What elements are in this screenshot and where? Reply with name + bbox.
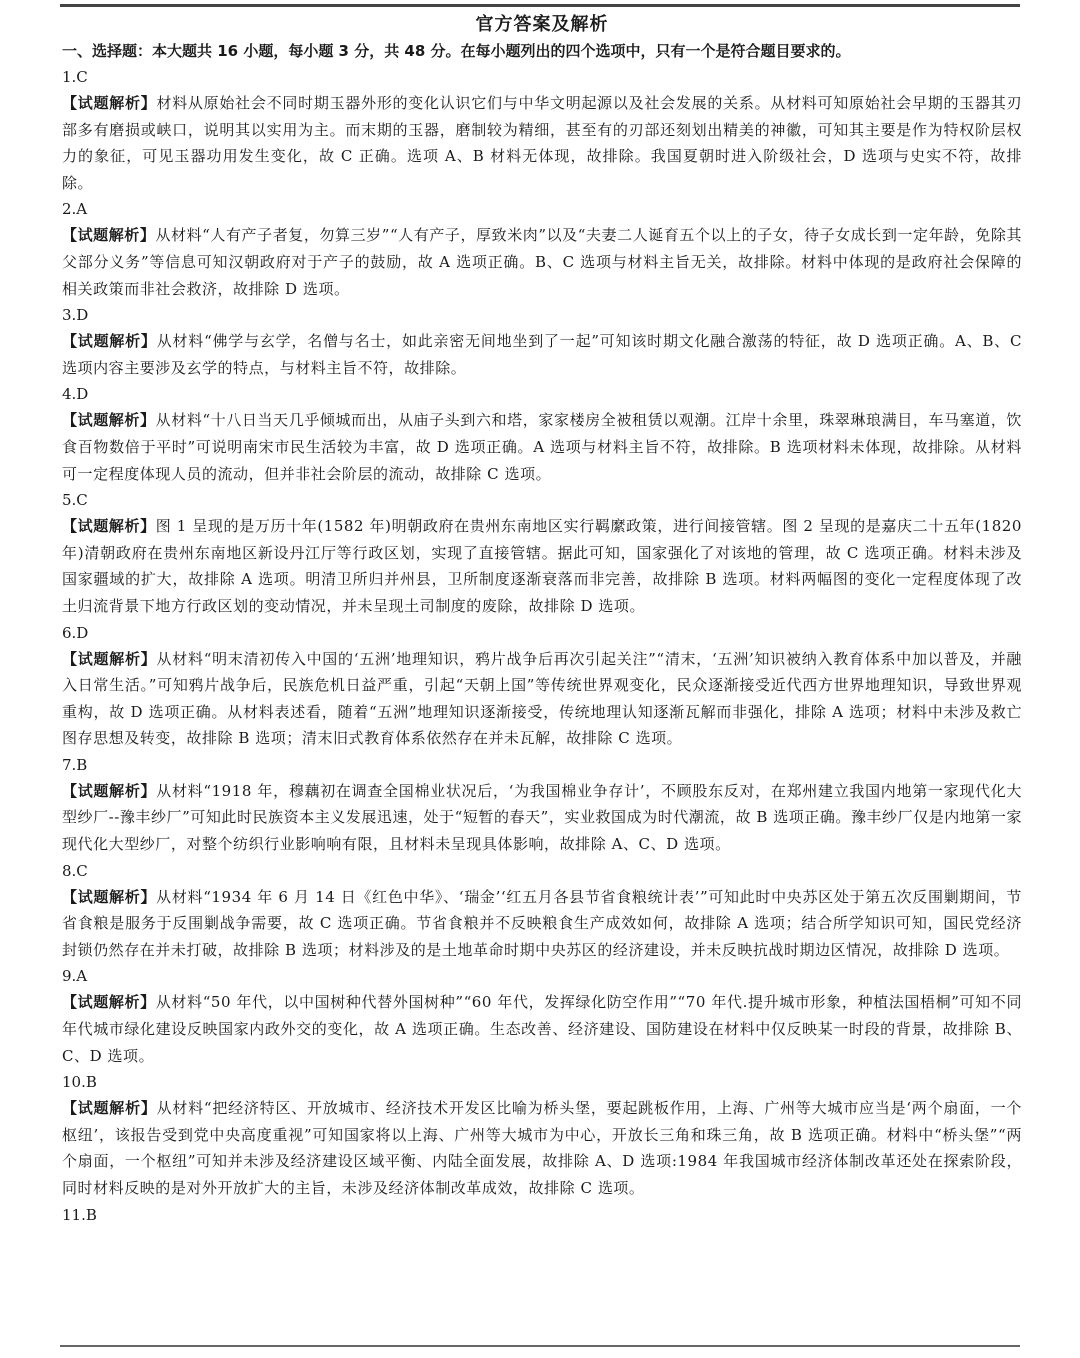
question-answer: 3.D — [62, 306, 89, 325]
question-answer: 11.B — [62, 1205, 97, 1224]
section-heading: 一、选择题：本大题共 16 小题，每小题 3 分，共 48 分。在每小题列出的四个选项中，只有一个是符合题目要求的。 — [62, 42, 851, 60]
question-analysis — [62, 407, 1022, 487]
analysis-tag: 【试题解析】 — [62, 781, 157, 800]
analysis-tag: 【试题解析】 — [62, 649, 157, 668]
analysis-text: 从材料“50 年代，以中国树种代替外国树种”“60 年代，发挥绿化防空作用”“70 年代.提升城市形象，种植法国梧桐”可知不同年代城市绿化建设反映国家内政外交的变化，故 A 选项正确。生态改善、经济建设、国防建设在材料中仅反映某一时段的背景，故排除 B、C、D 选项。 — [62, 993, 1022, 1065]
analysis-tag: 【试题解析】 — [62, 993, 156, 1012]
analysis-tag: 【试题解析】 — [62, 887, 157, 906]
question-analysis — [62, 989, 1022, 1069]
question-analysis — [62, 1095, 1022, 1201]
analysis-tag: 【试题解析】 — [62, 1099, 157, 1118]
question-answer: 2.A — [62, 200, 88, 219]
question-analysis — [62, 90, 1022, 196]
analysis-tag: 【试题解析】 — [62, 226, 156, 245]
question-answer: 8.C — [62, 861, 88, 880]
question-answer: 7.B — [62, 755, 88, 774]
question-analysis — [62, 778, 1022, 858]
analysis-text: 从材料“1918 年，穆藕初在调查全国棉业状况后，‘为我国棉业争存计’，不顾股东反对，在郑州建立我国内地第一家现代化大型纱厂--豫丰纱厂”可知此时民族资本主义发展迅速，处于“短暂的春天”，实业救国成为时代潮流，故 B 选项正确。豫丰纱厂仅是内地第一家现代化大型纱厂，对整个纺织行业影响响有限，且材料未呈现具体影响，故排除 A、C、D 选项。 — [62, 781, 1023, 854]
bottom-rule — [60, 1345, 1020, 1347]
analysis-tag: 【试题解析】 — [62, 94, 157, 112]
question-list — [62, 64, 1022, 1228]
question-answer: 10.B — [62, 1073, 97, 1092]
question-answer: 1.C — [62, 68, 88, 86]
question-answer: 9.A — [62, 967, 88, 986]
question-answer: 6.D — [62, 623, 89, 642]
question-answer: 5.C — [62, 491, 88, 510]
analysis-tag: 【试题解析】 — [62, 332, 157, 351]
question-analysis — [62, 646, 1022, 752]
analysis-tag: 【试题解析】 — [62, 517, 156, 536]
analysis-text: 从材料“1934 年 6 月 14 日《红色中华》、‘瑞金’‘红五月各县节省食粮统计表’”可知此时中央苏区处于第五次反围剿期间，节省食粮是服务于反围剿战争需要，故 C 选项正确。节省食粮并不反映粮食生产成效如何，故排除 A 选项；结合所学知识可知，国民党经济封锁仍然存在并未打破，故排除 B 选项；材料涉及的是土地革命时期中央苏区的经济建设，并未反映抗战时期边区情况，故排除 D 选项。 — [62, 887, 1022, 959]
analysis-text: 从材料“把经济特区、开放城市、经济技术开发区比喻为桥头堡，要起跳板作用，上海、广州等大城市应当是‘两个扇面，一个枢纽’，该报告受到党中央高度重视”可知国家将以上海、广州等大城市为中心，开放长三角和珠三角，故 B 选项正确。材料中“桥头堡”“两个扇面，一个枢纽”可知并未涉及经济建设区域平衡、内陆全面发展，故排除 A、D 选项:1984 年我国城市经济体制改革还处在探索阶段，同时材料反映的是对外开放扩大的主旨，未涉及经济体制改革成效，故排除 C 选项。 — [62, 1099, 1022, 1197]
document-body — [62, 12, 1022, 1228]
question-analysis — [62, 222, 1022, 302]
analysis-text: 从材料“十八日当天几乎倾城而出，从庙子头到六和塔，家家楼房全被租赁以观潮。江岸十余里，珠翠琳琅满目，车马塞道，饮食百物数倍于平时”可说明南宋市民生活较为丰富，故 D 选项正确。A 选项与材料主旨不符，故排除。B 选项材料未体现，故排除。从材料可一定程度体现人员的流动，但并非社会阶层的流动，故排除 C 选项。 — [62, 411, 1022, 483]
top-rule — [60, 4, 1020, 7]
question-analysis — [62, 328, 1022, 381]
analysis-tag: 【试题解析】 — [62, 411, 156, 430]
page-title: 官方答案及解析 — [475, 14, 609, 35]
question-answer: 4.D — [62, 385, 89, 404]
analysis-text: 从材料“明末清初传入中国的‘五洲’地理知识，鸦片战争后再次引起关注”“清末，‘五洲’知识被纳入教育体系中加以普及，并融入日常生活。”可知鸦片战争后，民族危机日益严重，引起“天朝上国”等传统世界观变化，民众逐渐接受近代西方世界地理知识，导致世界观重构，故 D 选项正确。从材料表述看，随着“五洲”地理知识逐渐接受，传统地理认知逐渐瓦解而非强化，排除 A 选项；材料中未涉及救亡图存思想及转变，故排除 B 选项；清末旧式教育体系依然存在并未瓦解，故排除 C 选项。 — [62, 649, 1022, 748]
analysis-text: 从材料“佛学与玄学，名僧与名士，如此亲密无间地坐到了一起”可知该时期文化融合激荡的特征，故 D 选项正确。A、B、C 选项内容主要涉及玄学的特点，与材料主旨不符，故排除。 — [62, 332, 1022, 377]
analysis-text: 材料从原始社会不同时期玉器外形的变化认识它们与中华文明起源以及社会发展的关系。从材料可知原始社会早期的玉器其刃部多有磨损或峡口，说明其以实用为主。而末期的玉器，磨制较为精细，甚至有的刃部还刻划出精美的神徽，可知其主要是作为特权阶层权力的象征，可见玉器功用发生变化，故 C 正确。选项 A、B 材料无体现，故排除。我国夏朝时进入阶级社会，D 选项与史实不符，故排除。 — [62, 94, 1022, 192]
analysis-text: 从材料“人有产子者复，勿算三岁”“人有产子，厚致米肉”以及“夫妻二人诞育五个以上的子女，待子女成长到一定年龄，免除其父部分义务”等信息可知汉朝政府对于产子的鼓励，故 A 选项正确。B、C 选项与材料主旨无关，故排除。材料中体现的是政府社会保障的相关政策而非社会救济，故排除 D 选项。 — [62, 226, 1022, 298]
question-analysis — [62, 884, 1022, 964]
analysis-text: 图 1 呈现的是万历十年(1582 年)明朝政府在贵州东南地区实行羁縻政策，进行间接管辖。图 2 呈现的是嘉庆二十五年(1820 年)清朝政府在贵州东南地区新设丹江厅等行政区划，实现了直接管辖。据此可知，国家强化了对该地的管理，故 C 选项正确。材料未涉及国家疆域的扩大，故排除 A 选项。明清卫所归并州县，卫所制度逐渐衰落而非完善，故排除 B 选项。材料两幅图的变化一定程度体现了改土归流背景下地方行政区划的变动情况，并未呈现土司制度的废除，故排除 D 选项。 — [62, 517, 1022, 615]
question-analysis — [62, 513, 1022, 619]
